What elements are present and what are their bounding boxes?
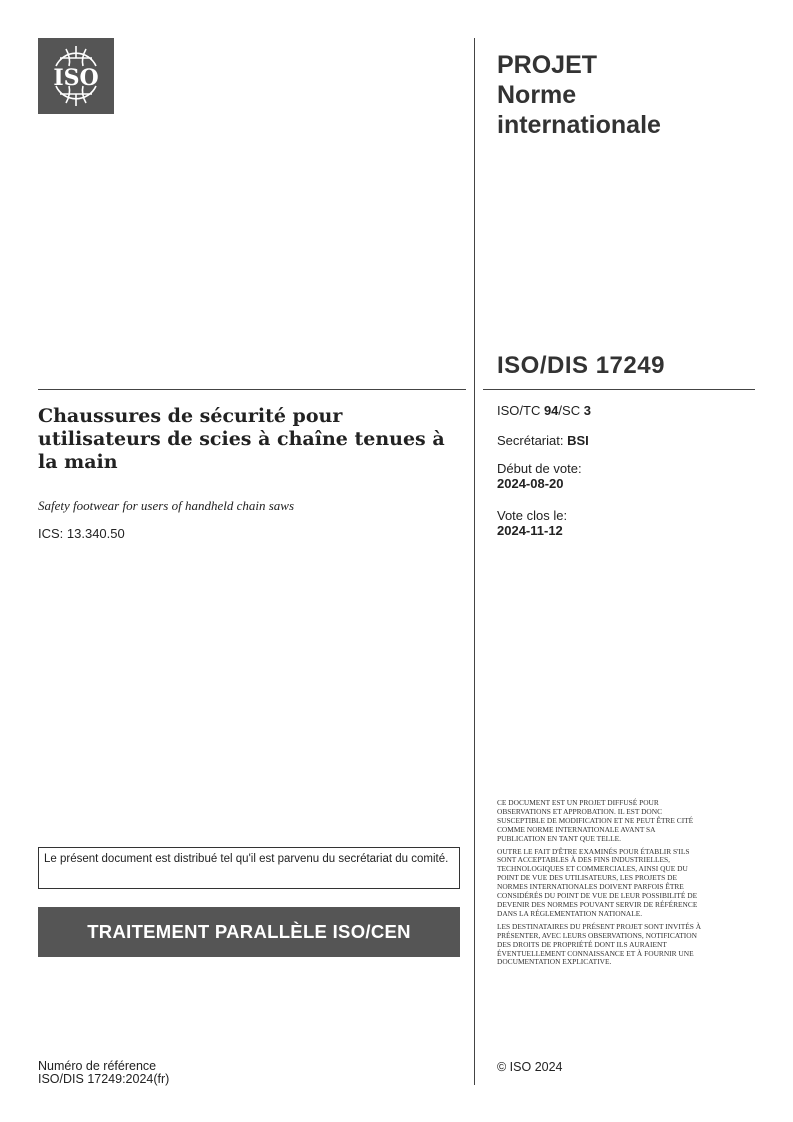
distribution-note: Le présent document est distribué tel qu'il est parvenu du secrétariat du comité. (38, 847, 460, 889)
secretariat: Secrétariat: BSI (497, 433, 589, 448)
disclaimer (497, 799, 702, 971)
disclaimer-paragraph: OUTRE LE FAIT D'ÊTRE EXAMINÉS POUR ÉTABLIR S'ILS SONT ACCEPTABLES À DES FINS INDUSTRIELLES, TECHNOLOGIQUES ET COMMERCIALES, AINSI QUE DU POINT DE VUE DES UTILISATEURS, LES PROJETS DE NORMES INTERNATIONALES DOIVENT PARFOIS ÊTRE CONSIDÉRÉS DU POINT DE VUE DE LEUR POSSIBILITÉ DE DEVENIR DES NORMES POUVANT SERVIR DE RÉFÉRENCE DANS LA RÉGLEMENTATION NATIONALE. (497, 846, 698, 918)
horizontal-divider-right (483, 389, 755, 390)
status-line-3: internationale (497, 111, 661, 139)
reference-number-label: Numéro de référence (38, 1059, 157, 1073)
svg-text:ISO: ISO (53, 65, 99, 91)
horizontal-divider-left (38, 389, 466, 390)
iso-logo (38, 38, 114, 114)
disclaimer-paragraph: LES DESTINATAIRES DU PRÉSENT PROJET SONT INVITÉS À PRÉSENTER, AVEC LEURS OBSERVATIONS, NOTIFICATION DES DROITS DE PROPRIÉTÉ DONT ILS AURAIENT ÉVENTUELLEMENT CONNAISSANCE ET À FOURNIR UNE DOCUMENTATION EXPLICATIVE. (497, 921, 702, 967)
disclaimer-paragraph: CE DOCUMENT EST UN PROJET DIFFUSÉ POUR OBSERVATIONS ET APPROBATION. IL EST DONC SUSCEPTIBLE DE MODIFICATION ET NE PEUT ÊTRE CITÉ COMME NORME INTERNATIONALE AVANT SA PUBLICATION EN TANT QUE TELLE. (497, 798, 694, 843)
reference-number (38, 1060, 169, 1086)
vertical-divider (474, 38, 475, 1085)
copyright: © ISO 2024 (497, 1060, 563, 1074)
ics-code: ICS: 13.340.50 (38, 526, 125, 541)
document-reference: ISO/DIS 17249 (497, 352, 665, 379)
committee: ISO/TC 94/SC 3 (497, 403, 591, 418)
document-status-heading (497, 50, 661, 140)
vote-start: Début de vote: 2024-08-20 (497, 461, 582, 491)
status-line-1: PROJET (497, 51, 598, 79)
vote-end: Vote clos le: 2024-11-12 (497, 508, 568, 538)
english-title: Safety footwear for users of handheld chain saws (38, 498, 295, 513)
status-line-2: Norme (497, 81, 577, 109)
reference-number-value: ISO/DIS 17249:2024(fr) (38, 1072, 170, 1086)
document-title: Chaussures de sécurité pour utilisateurs de scies à chaîne tenues à la main (38, 405, 445, 473)
parallel-processing-banner: TRAITEMENT PARALLÈLE ISO/CEN (38, 907, 460, 957)
